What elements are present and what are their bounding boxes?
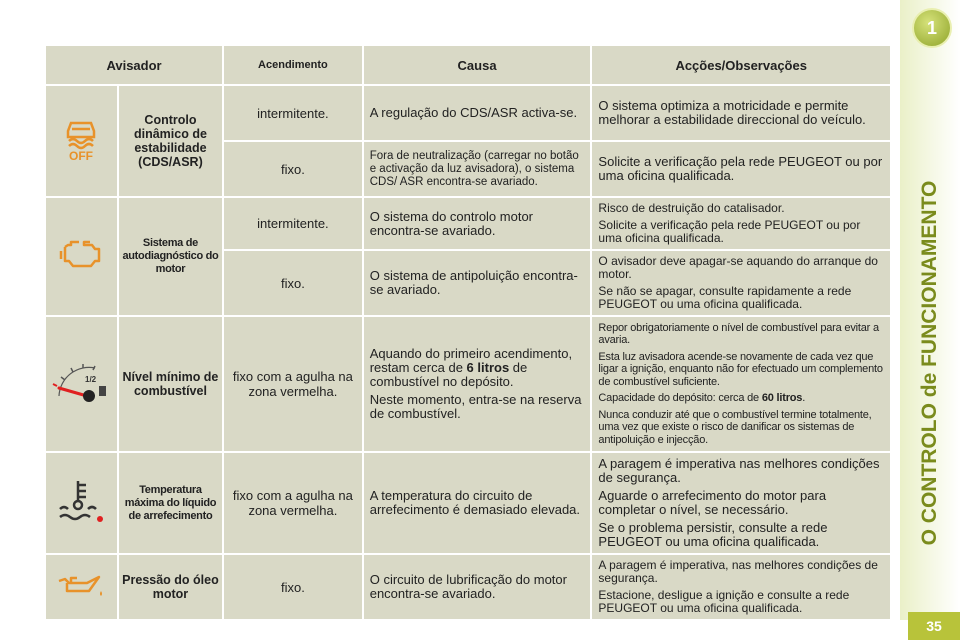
icon-cell <box>46 317 117 451</box>
actions-value <box>592 251 890 315</box>
header-cause: Causa <box>364 46 591 84</box>
fuel-gauge-icon <box>51 356 111 408</box>
actions-value <box>592 142 890 196</box>
stability-control-off-icon <box>61 117 101 161</box>
svg-text:OFF: OFF <box>69 148 94 161</box>
engine-check-icon <box>59 237 103 271</box>
actions-value <box>592 317 890 451</box>
warning-name: Controlo dinâmico de estabilidade (CDS/ASR) <box>119 86 222 196</box>
table-row <box>46 86 890 140</box>
cause-text-start: Aquando do primeiro acendimento, restam cerca de <box>369 346 573 375</box>
cause-text-end: de combustível no depósito. <box>369 360 528 389</box>
actions-text: A paragem é imperativa, nas melhores condições de segurança. <box>598 558 878 585</box>
capacity-value: 60 litros <box>761 392 803 405</box>
actions-value <box>592 555 890 619</box>
actions-text: Estacione, desligue a ignição e consulte a rede PEUGEOT ou uma oficina qualificada. <box>598 588 850 615</box>
actions-text: Risco de destruição do catalisador. <box>598 201 785 215</box>
table-row <box>46 453 890 553</box>
actions-text: Se o problema persistir, consulte a rede PEUGEOT ou uma oficina qualificada. <box>598 520 828 549</box>
header-warning: Avisador <box>46 46 222 84</box>
cause-text: Neste momento, entra-se na reserva de combustível. <box>369 392 582 421</box>
icon-cell <box>46 555 117 619</box>
table-row <box>46 555 890 619</box>
coolant-temperature-icon <box>56 477 106 525</box>
cause-value: A temperatura do circuito de arrefecimento é demasiado elevada. <box>364 453 591 553</box>
header-actions: Acções/Observações <box>592 46 890 84</box>
cause-value <box>364 317 591 451</box>
actions-text: Solicite a verificação pela rede PEUGEOT ou por uma oficina qualificada. <box>598 218 861 245</box>
chapter-title <box>898 118 960 608</box>
table-header-row <box>46 46 890 84</box>
actions-text: Nunca conduzir até que o combustível termine totalmente, uma vez que existe o risco de danificar os sistemas de antipoluição e injecção. <box>598 408 872 446</box>
lighting-value: fixo com a agulha na zona vermelha. <box>224 317 362 451</box>
capacity-end: . <box>802 392 806 405</box>
warning-name: Sistema de autodiagnóstico do motor <box>119 198 222 315</box>
icon-cell <box>46 453 117 553</box>
actions-text: O avisador deve apagar-se aquando do arranque do motor. <box>598 254 878 281</box>
warning-lights-table <box>44 44 892 621</box>
page-number: 35 <box>908 612 960 640</box>
lighting-value: fixo. <box>224 251 362 315</box>
warning-name: Pressão do óleo motor <box>119 555 222 619</box>
cause-value: O circuito de lubrificação do motor encontra-se avariado. <box>364 555 591 619</box>
cause-value: A regulação do CDS/ASR activa-se. <box>364 86 591 140</box>
chapter-title-text: O CONTROLO de FUNCIONAMENTO <box>918 180 941 546</box>
cause-value: Fora de neutralização (carregar no botão e activação da luz avisadora), o sistema CDS/ ASR encontra-se avariado. <box>364 142 591 196</box>
lighting-value: fixo. <box>224 142 362 196</box>
actions-value <box>592 198 890 249</box>
header-lighting: Acendimento <box>224 46 362 84</box>
cause-value: O sistema de antipoluição encontra-se avariado. <box>364 251 591 315</box>
lighting-value: intermitente. <box>224 86 362 140</box>
lighting-value: intermitente. <box>224 198 362 249</box>
lighting-value: fixo com a agulha na zona vermelha. <box>224 453 362 553</box>
lighting-value: fixo. <box>224 555 362 619</box>
cause-value: O sistema do controlo motor encontra-se avariado. <box>364 198 591 249</box>
capacity-label: Capacidade do depósito: cerca de <box>598 392 759 405</box>
icon-cell <box>46 86 117 196</box>
actions-text: Solicite a verificação pela rede PEUGEOT ou por uma oficina qualificada. <box>598 154 883 183</box>
actions-text: Esta luz avisadora acende-se novamente de cada vez que ligar a ignição, enquanto não for efectuado um complemento de combustível suficiente. <box>598 350 883 388</box>
warning-name: Nível mínimo de combustível <box>119 317 222 451</box>
warning-name: Temperatura máxima do líquido de arrefecimento <box>119 453 222 553</box>
cause-fuel-amount: 6 litros <box>466 360 510 375</box>
oil-pressure-icon <box>57 571 105 599</box>
actions-text: Se não se apagar, consulte rapidamente a rede PEUGEOT ou uma oficina qualificada. <box>598 284 852 311</box>
actions-text <box>598 392 884 405</box>
chapter-number-badge: 1 <box>912 8 952 48</box>
table-row <box>46 317 890 451</box>
gauge-half-label: 1/2 <box>85 374 97 384</box>
actions-text: A paragem é imperativa nas melhores condições de segurança. <box>598 456 880 485</box>
icon-cell <box>46 198 117 315</box>
table-row <box>46 198 890 249</box>
actions-value <box>592 453 890 553</box>
actions-value <box>592 86 890 140</box>
actions-text: Aguarde o arrefecimento do motor para completar o nível, se necessário. <box>598 488 827 517</box>
actions-text: O sistema optimiza a motricidade e permite melhorar a estabilidade direccional do veículo. <box>598 98 866 127</box>
actions-text: Repor obrigatoriamente o nível de combustível para evitar a avaria. <box>598 321 879 347</box>
cause-text <box>370 347 585 389</box>
